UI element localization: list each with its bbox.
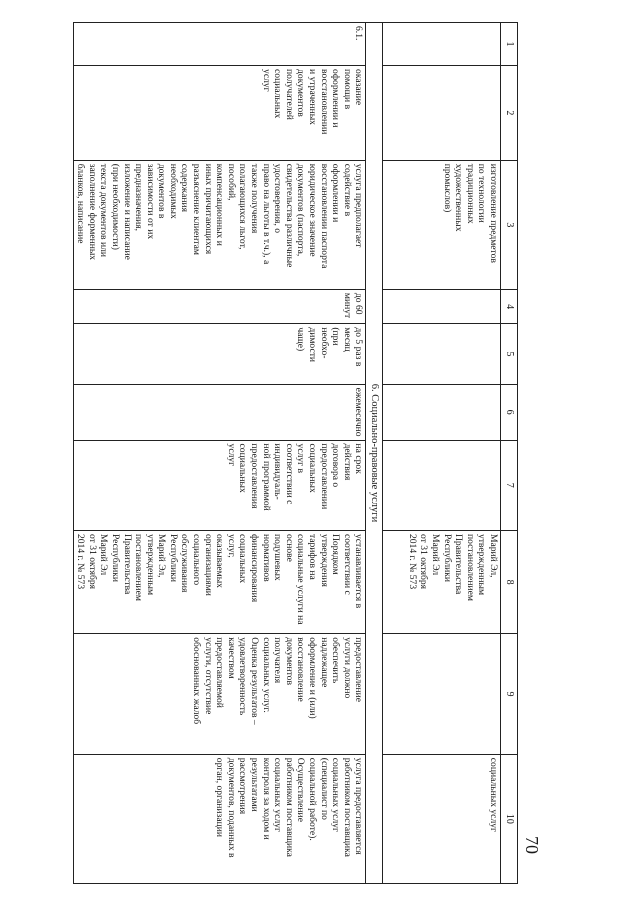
service-duration: на срок действия договора о предоставлении социальных услуг в соответствии с индивидуаль- ной программой предоставления социальных услуг xyxy=(73,440,366,530)
service-tariff: устанавливается в соответствии с Порядком утверждения тарифов на социальные услуги на основе подушевых нормативов финансирования социальных услуг, оказываемых организациями социального обслуживания Республики Марий Эл, утвержденным постановлением Правительства Республики Марий Эл от 31 октября 2014 г. № 573 xyxy=(73,530,366,633)
service-number: 6.1. xyxy=(73,23,366,66)
column-number: 6 xyxy=(501,384,518,440)
service-indicators: предоставление услуги должно обеспечить надлежащее оформление и (или) восстановление документов получателя социальных услуг. Оценка результатов – удовлетворенность качеством предоставляемой услуги, отсутствие обоснованных жалоб xyxy=(73,634,366,755)
column-number: 4 xyxy=(501,289,518,323)
column-number: 5 xyxy=(501,324,518,384)
column-number: 7 xyxy=(501,440,518,530)
continuation-description: изготовление предметов по технологии традиционных художественных промыслов) xyxy=(383,160,501,289)
column-number: 9 xyxy=(501,634,518,755)
section-title: 6. Социально-правовые услуги xyxy=(366,23,383,884)
service-row-6-1 xyxy=(73,23,366,884)
service-description: услуга предполагает содействие в оформлении и восстановлении паспорта юридическое значение документов (паспорта, свидетельства различные удостоверения, о право на льготы в т.ч.), а также получения полагающихся льгот, пособий, компенсационных и иных причитающихся разъяснение клиентам содержания необходимых документов в зависимости от их предназначения, изложение и написание (при необходимости) текста документов или заполнение форменных бланков, написание xyxy=(73,160,366,289)
service-time: до 60 минут xyxy=(73,289,366,323)
column-number: 1 xyxy=(501,23,518,66)
continuation-tariff: Марий Эл, утвержденным постановлением Правительства Республики Марий Эл от 31 октября 2014 г. № 573 xyxy=(383,530,501,633)
continuation-conditions: социальных услуг xyxy=(383,754,501,883)
column-number: 3 xyxy=(501,160,518,289)
service-term: ежемесячно xyxy=(73,384,366,440)
column-number-row xyxy=(501,23,518,884)
social-services-table xyxy=(73,22,518,884)
column-number: 10 xyxy=(501,754,518,883)
page-number: 70 xyxy=(522,836,542,854)
service-conditions: услуга предоставляется работником поставщика социальных услуг (специалист по социальной работе). Осуществление работником поставщика социальных услуг контроля за ходом и результатами рассмотрения документов, поданных в орган, организации xyxy=(73,754,366,883)
service-periodicity: до 5 раз в месяц (при необхо- димости чаще) xyxy=(73,324,366,384)
column-number: 8 xyxy=(501,530,518,633)
service-name: оказание помощи в оформлении и восстановлении и утраченных документов получателей социальных услуг xyxy=(73,66,366,161)
section-heading-row xyxy=(366,23,383,884)
column-number: 2 xyxy=(501,66,518,161)
continuation-row xyxy=(383,23,501,884)
